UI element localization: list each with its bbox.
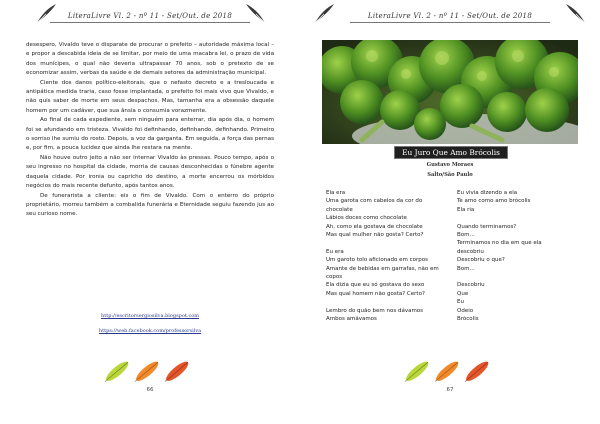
- stanza-break: [326, 239, 444, 247]
- poem-line: Mas qual mulher não gosta? Certo?: [326, 232, 424, 239]
- poem-line: Descobriu: [457, 282, 485, 289]
- poem-line: Bom...: [457, 232, 475, 239]
- broccoli-photo: [322, 40, 578, 144]
- poem-column-2: [457, 189, 553, 323]
- poem-line: Ela ria: [457, 206, 475, 213]
- stanza-break: [326, 298, 444, 306]
- blog-link[interactable]: http://escritorsergiosilva.blogspot.com: [100, 313, 200, 319]
- poem-line: Odeio: [457, 307, 474, 314]
- feather-decoration-icon: [400, 349, 500, 389]
- poem-line: Eu vivia dizendo a ela: [457, 190, 518, 196]
- poem-line: Quando terminamos?: [457, 223, 517, 230]
- poem-byline: [300, 160, 600, 180]
- author-links: [0, 309, 300, 339]
- poem-title: Eu Juro Que Amo Brócolis: [394, 146, 508, 159]
- poem-line: Bom...: [457, 265, 475, 272]
- poem-line: Descobriu o que?: [457, 257, 505, 264]
- page-header: LiteraLivre Vl. 2 - nº 11 - Set/Out. de 2018: [367, 12, 533, 20]
- poem-line: Brócolis: [457, 316, 479, 323]
- header-rule: [50, 22, 250, 23]
- poem-line: Amante de bebidas em garrafas, não em copos: [326, 265, 439, 281]
- poem-line: Lembro do quão bem nos dávamos: [326, 307, 424, 314]
- page-number: 66: [146, 387, 154, 393]
- facebook-link[interactable]: https://web.facebook.com/professorsilva: [98, 328, 202, 334]
- header-rule: [350, 22, 550, 23]
- poem-line: Que: [457, 290, 469, 297]
- poem-line: Uma garota com cabelos da cor do chocolate: [326, 198, 423, 213]
- right-page: [300, 0, 600, 424]
- poem-line: Terminamos no dia em que ela descobriu: [457, 240, 542, 255]
- poem-line: Te amo como amo brócolis: [457, 198, 531, 205]
- paragraph: De funerarista a cliente: eis o fim de Vivaldo. Com o enterro do próprio proprietário, morreu também a combalida funerária e Eternidade seguiu fazendo jus ao seu curioso nome.: [26, 192, 274, 218]
- poem-line: Eu: [457, 299, 464, 306]
- quill-icon: [244, 2, 268, 26]
- poem-line: Ambos amávamos: [326, 316, 377, 323]
- feather-decoration-icon: [100, 349, 200, 389]
- poem-line: Lábios doces como chocolate: [326, 215, 407, 222]
- stanza-break: [457, 214, 553, 222]
- stanza-break: [457, 273, 553, 281]
- paragraph: Ciente dos danos político-eleitorais, que o nefasto decreto e a tresloucada e antipática medida traria, caso fosse implantada, o prefeito foi mais vivo que Vivaldo, e não quis saber de morte em seus despachos. Mas, tamanha era a obsessão daquele homem por um cadáver, que sua ânsia o consumia vorazmente.: [26, 79, 274, 114]
- poem-line: Mas qual homem não gosta? Certo?: [326, 290, 425, 297]
- paragraph: Ao final de cada expediente, sem ninguém para enterrar, dia após dia, o homem foi se afundando em tristeza. Vivaldo foi definhando, definhando, definhando. Primeiro o sorriso lhe sumiu do rosto. Depois, a voz da garganta. Em seguida, a força das pernas e, por fim, a pouca lucidez que ainda lhe restara na mente.: [26, 117, 274, 152]
- poem-line: Ela dizia que eu só gostava do sexo: [326, 282, 425, 289]
- paragraph: Não houve outro jeito a não ser internar Vivaldo às pressas. Pouco tempo, após o seu ingresso no hospital da cidade, morria de causas desconhecidas o fúnebre agente daquela cidade. Por ironia ou capricho do destino, a morte encerrou os mórbidos negócios do mais recente defunto, após tantos anos.: [26, 154, 274, 190]
- page-number: 67: [446, 387, 454, 393]
- quill-icon: [564, 2, 588, 26]
- poem-column-1: [326, 189, 444, 323]
- poem-line: Um garoto tolo aficionado em corpos: [326, 257, 429, 264]
- paragraph: desespero, Vivaldo teve o disparate de procurar o prefeito – autoridade máxima local – e propor a descabida ideia de se limitar, por meio de uma macabra lei, o prazo de vida dos munícipes, o qual não deveria ultrapassar 70 anos, sob o pretexto de se economizar assim, verbas da saúde e de demais setores da administração municipal.: [26, 42, 274, 77]
- author-location: Salto/São Paulo: [427, 172, 473, 178]
- poem-line: Ela era: [326, 190, 346, 196]
- poem-line: Ah, como ela gostava de chocolate: [326, 223, 423, 230]
- poem-line: Eu era: [326, 248, 344, 255]
- story-text: [26, 41, 274, 220]
- author-name: Gustavo Moraes: [426, 162, 474, 168]
- page-header: LiteraLivre Vl. 2 - nº 11 - Set/Out. de 2018: [67, 12, 233, 20]
